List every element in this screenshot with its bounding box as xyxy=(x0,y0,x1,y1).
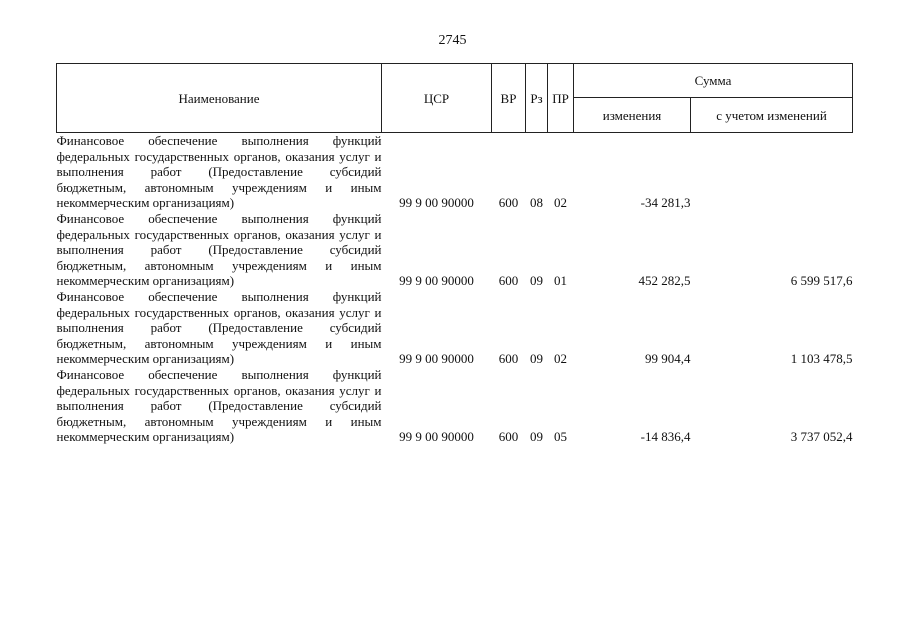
row-name: Финансовое обеспечение выполнения функций федеральных государственных органов, оказания услуг и выполнения работ (Предоставление субсидий бюджетным, автономным учреждениям и иным некоммерческим организациям) xyxy=(56,288,382,367)
row-total xyxy=(691,133,853,211)
row-total: 3 737 052,4 xyxy=(790,429,853,445)
row-csr: 99 9 00 90000 xyxy=(399,351,474,367)
header-csr: ЦСР xyxy=(382,64,492,133)
row-csr: 99 9 00 90000 xyxy=(399,273,474,289)
table-row xyxy=(57,211,853,289)
row-pr: 01 xyxy=(554,273,567,289)
row-vr: 600 xyxy=(498,429,519,445)
budget-table xyxy=(56,63,853,445)
row-total: 6 599 517,6 xyxy=(790,273,853,289)
header-vr: ВР xyxy=(492,64,526,133)
row-rz: 08 xyxy=(530,195,543,211)
row-change: 99 904,4 xyxy=(645,351,691,367)
row-pr: 02 xyxy=(554,195,567,211)
row-name: Финансовое обеспечение выполнения функций федеральных государственных органов, оказания услуг и выполнения работ (Предоставление субсидий бюджетным, автономным учреждениям и иным некоммерческим организациям) xyxy=(56,366,382,445)
row-rz: 09 xyxy=(530,429,543,445)
row-vr: 600 xyxy=(498,351,519,367)
row-pr: 02 xyxy=(554,351,567,367)
header-change: изменения xyxy=(574,98,691,133)
row-total: 1 103 478,5 xyxy=(790,351,853,367)
row-change: 452 282,5 xyxy=(638,273,691,289)
header-total: с учетом изменений xyxy=(691,98,853,133)
header-sum: Сумма xyxy=(574,64,853,98)
page-number: 2745 xyxy=(438,33,467,48)
row-rz: 09 xyxy=(530,273,543,289)
row-change: -34 281,3 xyxy=(640,195,691,211)
header-pr: ПР xyxy=(548,64,574,133)
row-vr: 600 xyxy=(498,195,519,211)
table-header xyxy=(57,64,853,133)
header-rz: Рз xyxy=(526,64,548,133)
row-csr: 99 9 00 90000 xyxy=(399,195,474,211)
row-pr: 05 xyxy=(554,429,567,445)
table-row xyxy=(57,367,853,445)
row-vr: 600 xyxy=(498,273,519,289)
table-row xyxy=(57,133,853,211)
row-csr: 99 9 00 90000 xyxy=(399,429,474,445)
row-name: Финансовое обеспечение выполнения функций федеральных государственных органов, оказания услуг и выполнения работ (Предоставление субсидий бюджетным, автономным учреждениям и иным некоммерческим организациям) xyxy=(56,210,382,289)
row-change: -14 836,4 xyxy=(640,429,691,445)
header-name: Наименование xyxy=(57,64,382,133)
row-rz: 09 xyxy=(530,351,543,367)
table-body xyxy=(57,133,853,445)
table-row xyxy=(57,289,853,367)
row-name: Финансовое обеспечение выполнения функций федеральных государственных органов, оказания услуг и выполнения работ (Предоставление субсидий бюджетным, автономным учреждениям и иным некоммерческим организациям) xyxy=(56,133,382,211)
